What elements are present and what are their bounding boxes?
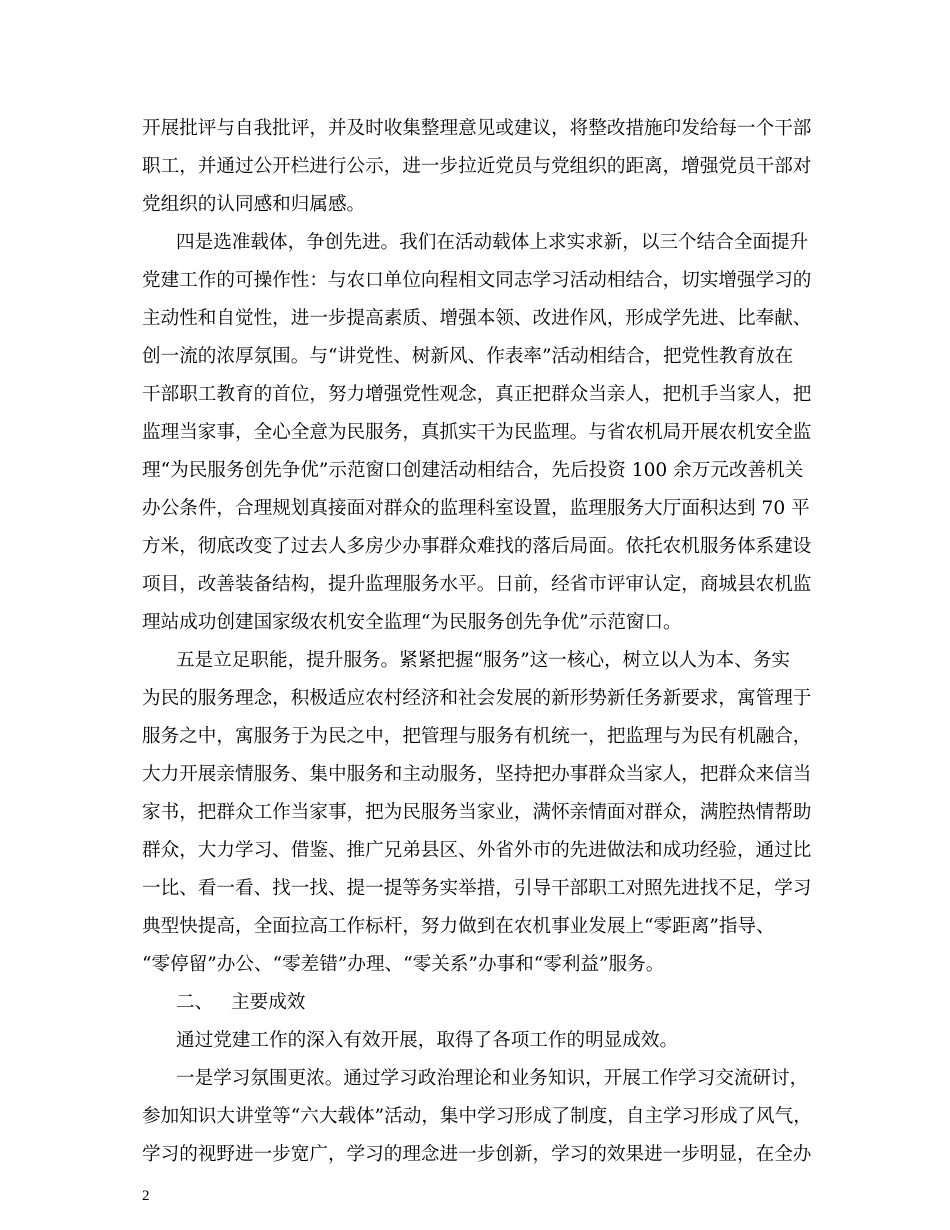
paragraph-line: 五是立足职能，提升服务。紧紧把握“服务”这一核心，树立以人为本、务实	[176, 650, 791, 671]
paragraph-line: 家书，把群众工作当家事，把为民服务当家业，满怀亲情面对群众，满腔热情帮助	[142, 802, 812, 823]
paragraph-line: 主动性和自觉性，进一步提高素质、增强本领、改进作风，形成学先进、比奉献、	[142, 308, 812, 329]
paragraph-line: 为民的服务理念，积极适应农村经济和社会发展的新形势新任务新要求，寓管理于	[142, 688, 812, 709]
paragraph-line: 项目，改善装备结构，提升监理服务水平。日前，经省市评审认定，商城县农机监	[142, 574, 812, 595]
paragraph-line: 通过党建工作的深入有效开展，取得了各项工作的明显成效。	[176, 1030, 679, 1051]
paragraph-line: 一比、看一看、找一找、提一提等务实举措，引导干部职工对照先进找不足，学习	[142, 878, 812, 899]
paragraph-line: 典型快提高，全面拉高工作标杆，努力做到在农机事业发展上“零距离”指导、	[142, 916, 775, 937]
paragraph-line: 大力开展亲情服务、集中服务和主动服务，坚持把办事群众当家人，把群众来信当	[142, 764, 812, 785]
section-heading-title: 主要成效	[231, 992, 306, 1013]
paragraph-line: 监理当家事，全心全意为民服务，真抓实干为民监理。与省农机局开展农机安全监	[142, 422, 812, 443]
paragraph-line: 开展批评与自我批评，并及时收集整理意见或建议，将整改措施印发给每一个干部	[142, 118, 812, 139]
paragraph-line: 服务之中，寓服务于为民之中，把管理与服务有机统一，把监理与为民有机融合，	[142, 726, 812, 747]
section-heading-number: 二、	[176, 992, 214, 1013]
paragraph-line: 创一流的浓厚氛围。与“讲党性、树新风、作表率”活动相结合，把党性教育放在	[142, 346, 794, 367]
paragraph-line: 群众，大力学习、借鉴、推广兄弟县区、外省外市的先进做法和成功经验，通过比	[142, 840, 812, 861]
paragraph-line: 四是选准载体，争创先进。我们在活动载体上求实求新，以三个结合全面提升	[176, 232, 809, 253]
paragraph-line: 学习的视野进一步宽广，学习的理念进一步创新，学习的效果进一步明显，在全办	[142, 1144, 812, 1165]
paragraph-line: 干部职工教育的首位，努力增强党性观念，真正把群众当亲人，把机手当家人，把	[142, 384, 812, 405]
paragraph-line: 职工，并通过公开栏进行公示，进一步拉近党员与党组织的距离，增强党员干部对	[142, 156, 812, 177]
page-number: 2	[142, 1188, 150, 1204]
paragraph-line: 一是学习氛围更浓。通过学习政治理论和业务知识，开展工作学习交流研讨，	[176, 1068, 809, 1089]
paragraph-line: 参加知识大讲堂等“六大载体”活动，集中学习形成了制度，自主学习形成了风气，	[142, 1106, 812, 1127]
paragraph-line: 方米，彻底改变了过去人多房少办事群众难找的落后局面。依托农机服务体系建设	[142, 536, 812, 557]
paragraph-line: “零停留”办公、“零差错”办理、“零关系”办事和“零利益”服务。	[142, 954, 665, 975]
paragraph-line: 党建工作的可操作性：与农口单位向程相文同志学习活动相结合，切实增强学习的	[142, 270, 812, 291]
paragraph-line: 理“为民服务创先争优”示范窗口创建活动相结合，先后投资 100 余万元改善机关	[142, 460, 804, 481]
paragraph-line: 理站成功创建国家级农机安全监理“为民服务创先争优”示范窗口。	[142, 612, 682, 633]
paragraph-line: 办公条件，合理规划真接面对群众的监理科室设置，监理服务大厅面积达到 70 平	[142, 498, 810, 519]
paragraph-line: 党组织的认同感和归属感。	[142, 194, 366, 215]
